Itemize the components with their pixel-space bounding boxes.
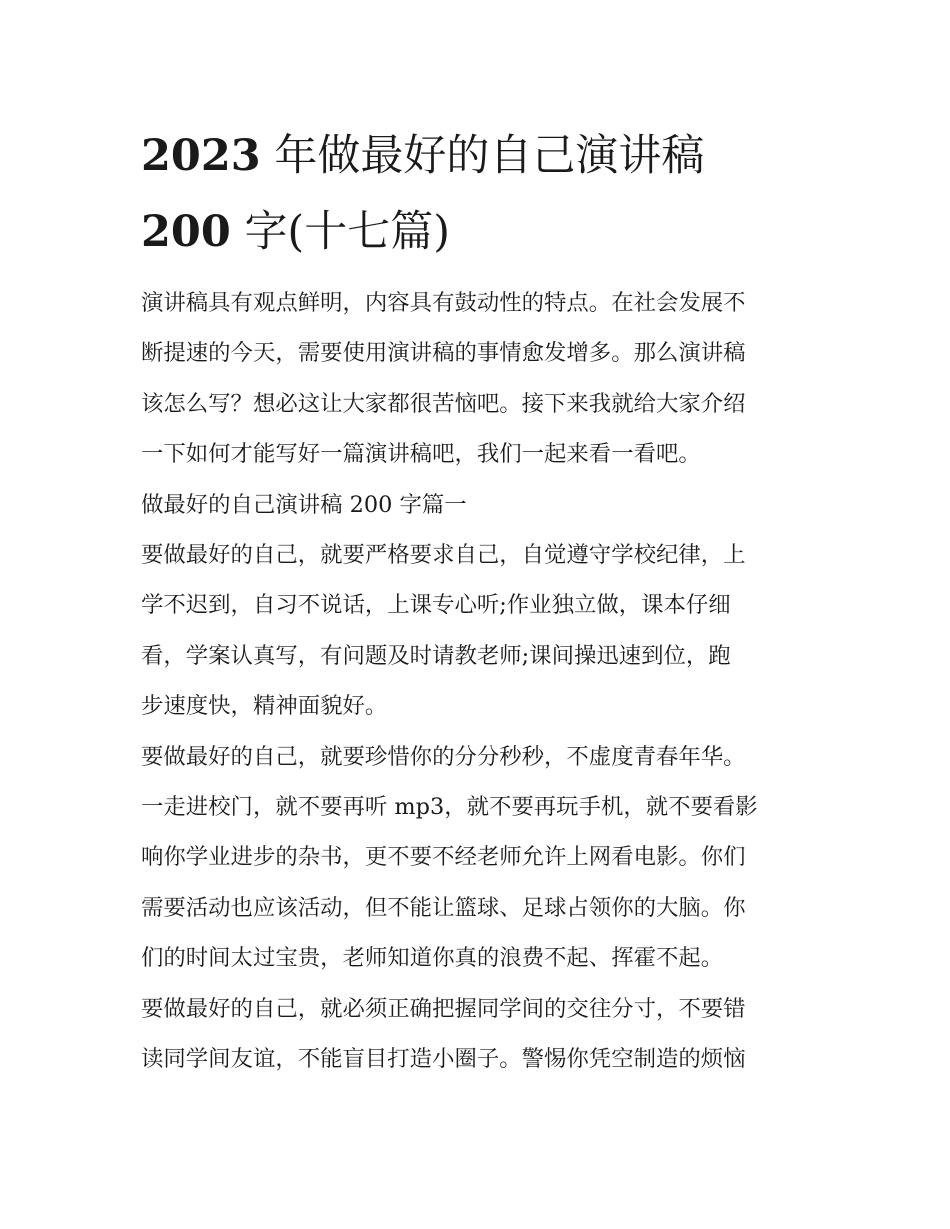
body-line: 需要活动也应该活动，但不能让篮球、足球占领你的大脑。你 [141,894,746,921]
body-line: 要做最好的自己，就要珍惜你的分分秒秒，不虚度青春年华。 [141,743,746,770]
body-line: 一下如何才能写好一篇演讲稿吧，我们一起来看一看吧。 [141,441,701,468]
body-line: 读同学间友谊，不能盲目打造小圈子。警惕你凭空制造的烦恼 [141,1046,746,1073]
title-line-1 [141,118,813,194]
section-heading: 做最好的自己演讲稿 200 字篇一 [141,491,467,518]
body-line: 看，学案认真写，有问题及时请教老师;课间操迅速到位，跑 [141,642,731,669]
body-line: 步速度快，精神面貌好。 [141,693,388,720]
title-line-2 [141,194,813,270]
body-line: 学不迟到，自习不说话，上课专心听;作业独立做，课本仔细 [141,592,731,619]
body-line: 们的时间太过宝贵，老师知道你真的浪费不起、挥霍不起。 [141,945,724,972]
title-count: 200 [141,207,231,257]
body-line: 断提速的今天，需要使用演讲稿的事情愈发增多。那么演讲稿 [141,340,746,367]
title-year: 2023 [141,131,261,181]
body-line: 一走进校门，就不要再听 mp3，就不要再玩手机，就不要看影 [141,794,758,821]
document-content [141,118,813,1085]
body-line: 演讲稿具有观点鲜明，内容具有鼓动性的特点。在社会发展不 [141,290,746,316]
title-text-2: 字(十七篇) [244,207,450,257]
body-line: 该怎么写？想必这让大家都很苦恼吧。接下来我就给大家介绍 [141,390,746,417]
body-line: 响你学业进步的杂书，更不要不经老师允许上网看电影。你们 [141,844,746,871]
title-text-1: 年做最好的自己演讲稿 [274,131,705,181]
document-body [141,278,813,1085]
body-line: 要做最好的自己，就要严格要求自己，自觉遵守学校纪律，上 [141,542,746,569]
body-line: 要做最好的自己，就必须正确把握同学间的交往分寸，不要错 [141,995,746,1022]
